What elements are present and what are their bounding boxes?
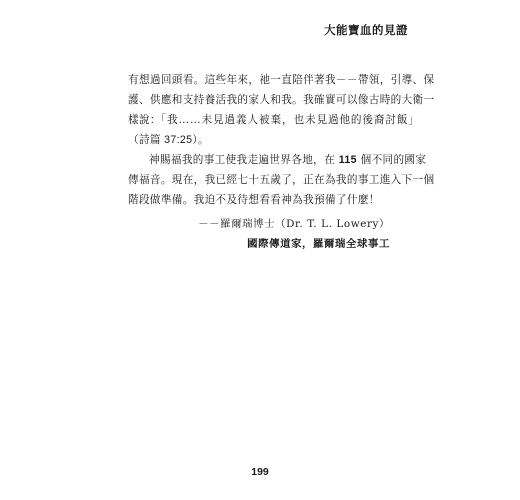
paragraph-line	[128, 150, 427, 170]
body-text	[128, 70, 435, 210]
author-title: 國際傳道家，羅爾瑞全球事工	[247, 238, 390, 250]
paragraph-line: 有想過回頭看。這些年來，祂一直陪伴著我－－帶領，引導、保	[128, 74, 435, 86]
running-header: 大能寶血的見證	[324, 23, 408, 37]
page-number: 199	[251, 466, 269, 478]
paragraph-line: 傳福音。現在，我已經七十五歲了，正在為我的事工進入下一個	[128, 174, 435, 186]
paragraph-line: 護、供應和支持養活我的家人和我。我確實可以像古時的大衛一	[128, 94, 435, 106]
signature-block	[128, 214, 390, 254]
line-text: 神賜福我的事工使我走遍世界各地，在	[149, 154, 339, 166]
line-lead: 樣說：	[128, 114, 161, 126]
paragraph-line: 階段做準備。我迫不及待想看看神為我預備了什麼！	[128, 194, 380, 206]
scripture-quote: 「我……未見過義人被棄，也未見過他的後裔討飯」	[160, 114, 420, 126]
scripture-citation: （詩篇 37:25）。	[128, 134, 209, 146]
country-count: 115	[338, 154, 357, 166]
author-signature: －－羅爾瑞博士（Dr. T. L. Lowery）	[198, 218, 390, 230]
line-text: 個不同的國家	[356, 154, 427, 166]
paragraph-line	[128, 110, 420, 130]
